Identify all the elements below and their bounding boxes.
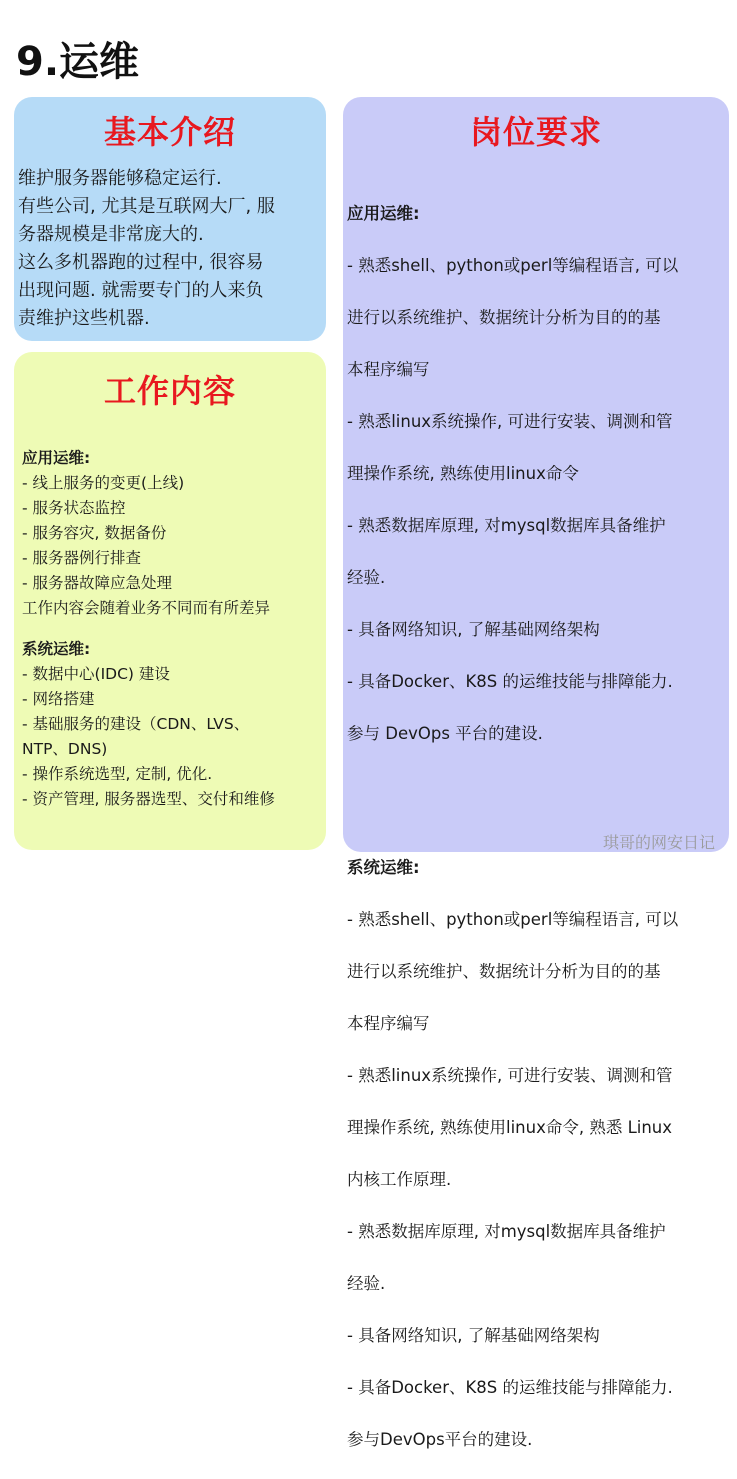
list-item: - 线上服务的变更(上线) xyxy=(22,474,185,492)
list-item: - 资产管理, 服务器选型、交付和维修 xyxy=(22,790,275,808)
intro-line: 务器规模是非常庞大的. xyxy=(18,224,204,245)
req-line: 进行以系统维护、数据统计分析为目的的基 xyxy=(347,308,661,327)
req-line: - 熟悉linux系统操作, 可进行安装、调测和管 xyxy=(347,1066,673,1085)
req-app-heading: 应用运维: xyxy=(347,204,420,223)
req-line: 理操作系统, 熟练使用linux命令 xyxy=(347,464,579,483)
page-title: 9.运维 xyxy=(16,39,140,85)
req-line: - 熟悉shell、python或perl等编程语言, 可以 xyxy=(347,910,679,929)
req-sys-section xyxy=(343,829,729,1479)
list-item: - 基础服务的建设（CDN、LVS、 xyxy=(22,715,250,733)
req-line: - 熟悉shell、python或perl等编程语言, 可以 xyxy=(347,256,679,275)
work-content-card xyxy=(14,352,326,850)
req-line: 理操作系统, 熟练使用linux命令, 熟悉 Linux xyxy=(347,1118,673,1137)
watermark: 琪哥的网安日记 xyxy=(602,833,715,852)
list-item: - 服务容灾, 数据备份 xyxy=(22,524,167,542)
req-line: 参与DevOps平台的建设. xyxy=(347,1430,533,1449)
intro-line: 出现问题. 就需要专门的人来负 xyxy=(18,280,264,301)
requirements-title: 岗位要求 xyxy=(469,113,602,151)
basic-intro-card xyxy=(14,97,326,341)
intro-line: 维护服务器能够稳定运行. xyxy=(18,168,222,189)
req-line: - 具备网络知识, 了解基础网络架构 xyxy=(347,620,600,639)
list-item: - 数据中心(IDC) 建设 xyxy=(22,665,170,683)
req-line: 经验. xyxy=(347,1274,386,1293)
list-item: - 服务器例行排查 xyxy=(22,549,142,567)
req-line: - 熟悉数据库原理, 对mysql数据库具备维护 xyxy=(347,516,666,535)
list-item: - 网络搭建 xyxy=(22,690,95,708)
basic-intro-title: 基本介绍 xyxy=(103,113,236,151)
work-sys-heading: 系统运维: xyxy=(22,640,91,658)
list-item: 工作内容会随着业务不同而有所差异 xyxy=(22,599,271,617)
req-line: - 具备Docker、K8S 的运维技能与排障能力. xyxy=(347,1378,673,1397)
req-line: - 具备网络知识, 了解基础网络架构 xyxy=(347,1326,600,1345)
intro-line: 责维护这些机器. xyxy=(18,308,150,329)
work-app-section xyxy=(14,446,326,621)
req-line: - 熟悉数据库原理, 对mysql数据库具备维护 xyxy=(347,1222,666,1241)
req-line: - 具备Docker、K8S 的运维技能与排障能力. xyxy=(347,672,673,691)
req-line: 本程序编写 xyxy=(347,360,430,379)
list-item: - 操作系统选型, 定制, 优化. xyxy=(22,765,213,783)
work-app-heading: 应用运维: xyxy=(22,449,91,467)
req-line: 经验. xyxy=(347,568,386,587)
req-sys-heading: 系统运维: xyxy=(347,858,420,877)
list-item: - 服务状态监控 xyxy=(22,499,126,517)
intro-line: 有些公司, 尤其是互联网大厂, 服 xyxy=(18,196,275,217)
list-item: - 服务器故障应急处理 xyxy=(22,574,173,592)
req-line: 参与 DevOps 平台的建设. xyxy=(347,724,543,743)
basic-intro-body xyxy=(14,165,326,333)
intro-line: 这么多机器跑的过程中, 很容易 xyxy=(18,252,264,273)
requirements-card xyxy=(343,97,729,1449)
work-sys-section xyxy=(14,637,326,812)
req-app-section xyxy=(343,175,729,773)
req-line: 本程序编写 xyxy=(347,1014,430,1033)
req-line: 进行以系统维护、数据统计分析为目的的基 xyxy=(347,962,661,981)
req-line: - 熟悉linux系统操作, 可进行安装、调测和管 xyxy=(347,412,673,431)
work-content-title: 工作内容 xyxy=(103,372,236,410)
req-line: 内核工作原理. xyxy=(347,1170,452,1189)
list-item: NTP、DNS) xyxy=(22,740,108,758)
